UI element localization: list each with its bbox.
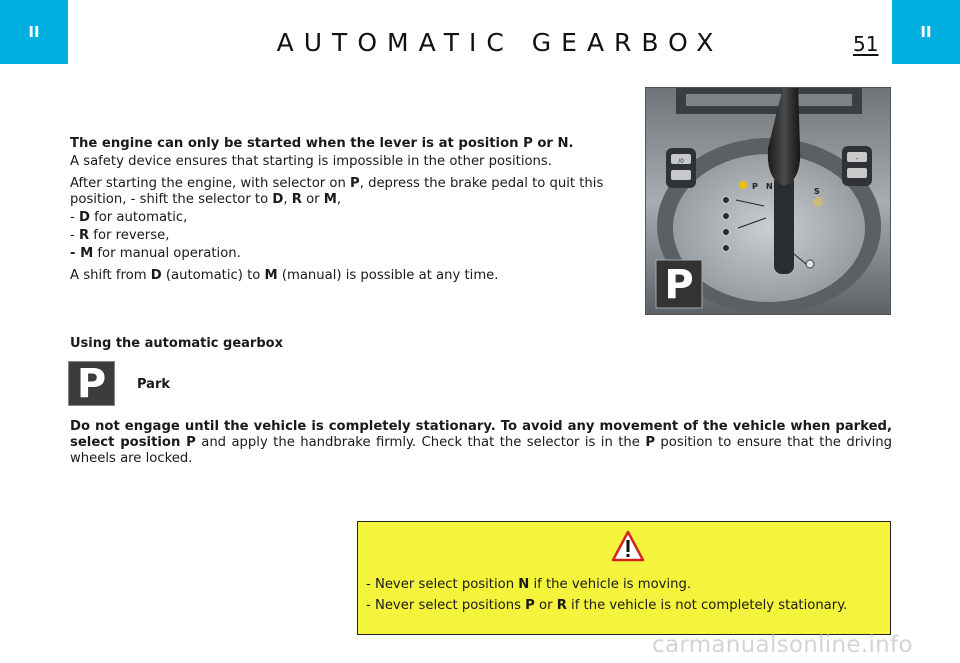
intro-line-2: A safety device ensures that starting is impossible in the other positions.: [70, 154, 552, 169]
button-label-right: -: [855, 155, 859, 163]
warning-l2-c: or: [534, 598, 557, 613]
warning-l1-a: - Never select position: [366, 577, 519, 592]
list-prefix: -: [70, 246, 81, 261]
warning-box: [357, 521, 891, 635]
gear-selector-photo: [645, 87, 891, 315]
warning-l1-c: if the vehicle is moving.: [529, 577, 692, 592]
gate-letter-p: P: [752, 182, 758, 191]
list-text: for automatic,: [89, 210, 188, 225]
gate-letter-s: S: [814, 187, 820, 196]
park-icon: P: [68, 361, 115, 406]
page-number: 51: [853, 32, 879, 56]
list-item: [70, 246, 606, 262]
section-tab-right: [892, 0, 960, 64]
park-c: position to ensure that the driving wheels are locked.: [70, 435, 892, 466]
warning-l2-e: if the vehicle is not completely stationary.: [566, 598, 848, 613]
park-label: Park: [137, 377, 171, 392]
list-prefix: -: [70, 228, 79, 243]
page-title: AUTOMATIC GEARBOX: [276, 28, 724, 57]
warning-triangle-icon: [611, 530, 645, 562]
warning-l1-b: N: [518, 577, 530, 592]
list-prefix: -: [70, 210, 79, 225]
intro-p2-b: P: [350, 176, 360, 191]
section-tab-right-label: II: [920, 23, 932, 41]
warning-l2-d: R: [556, 598, 567, 613]
button-label-top: /0: [678, 158, 684, 165]
intro-p2-d: D: [272, 192, 284, 207]
list-key: D: [78, 210, 90, 225]
section-tab-left: [0, 0, 68, 64]
intro-p2-a: After starting the engine, with selector on: [70, 176, 351, 191]
park-a: and apply the handbrake firmly. Check that the selector is in the: [195, 435, 646, 450]
intro-p2-f: R: [291, 192, 302, 207]
intro-p3-e: (manual) is possible at any time.: [277, 268, 499, 283]
intro-p3-a: A shift from: [70, 268, 151, 283]
intro-p2-h: M: [323, 192, 337, 207]
warning-line-2: [366, 595, 847, 616]
list-text: for manual operation.: [93, 246, 241, 261]
list-item: [70, 210, 606, 226]
warning-l2-b: P: [525, 598, 535, 613]
watermark: carmanualsonline.info: [652, 632, 913, 658]
intro-p3-c: (automatic) to: [161, 268, 265, 283]
list-key: R: [78, 228, 90, 243]
section-tab-left-label: II: [28, 23, 40, 41]
intro-p3-d: M: [264, 268, 278, 283]
intro-p2-g: or: [301, 192, 324, 207]
gear-selector-illustration: [646, 88, 891, 315]
intro-line-1: The engine can only be started when the lever is at position P or N.: [70, 136, 574, 151]
intro-block: [70, 136, 606, 290]
warning-line-1: [366, 574, 847, 595]
list-key: M: [80, 246, 94, 261]
list-text: for reverse,: [89, 228, 170, 243]
intro-p2-i: ,: [336, 192, 342, 207]
intro-paragraph-3: [70, 268, 606, 284]
intro-p3-b: D: [150, 268, 162, 283]
warning-lines: [366, 574, 847, 616]
intro-paragraph-2: [70, 176, 606, 208]
park-b: P: [645, 435, 655, 450]
gate-letter-n: N: [766, 182, 773, 191]
section-heading: Using the automatic gearbox: [70, 336, 283, 351]
intro-p2-c: , depress the brake pedal to quit this position, - shift the selector to: [70, 176, 604, 207]
list-item: [70, 228, 606, 244]
park-bold: Do not engage until the vehicle is completely stationary. To avoid any movement of the vehicle when parked, select position P: [70, 419, 892, 450]
park-paragraph: [70, 419, 892, 467]
overlay-letter-p: P: [664, 262, 694, 308]
intro-p2-e: ,: [283, 192, 292, 207]
warning-l2-a: - Never select positions: [366, 598, 526, 613]
